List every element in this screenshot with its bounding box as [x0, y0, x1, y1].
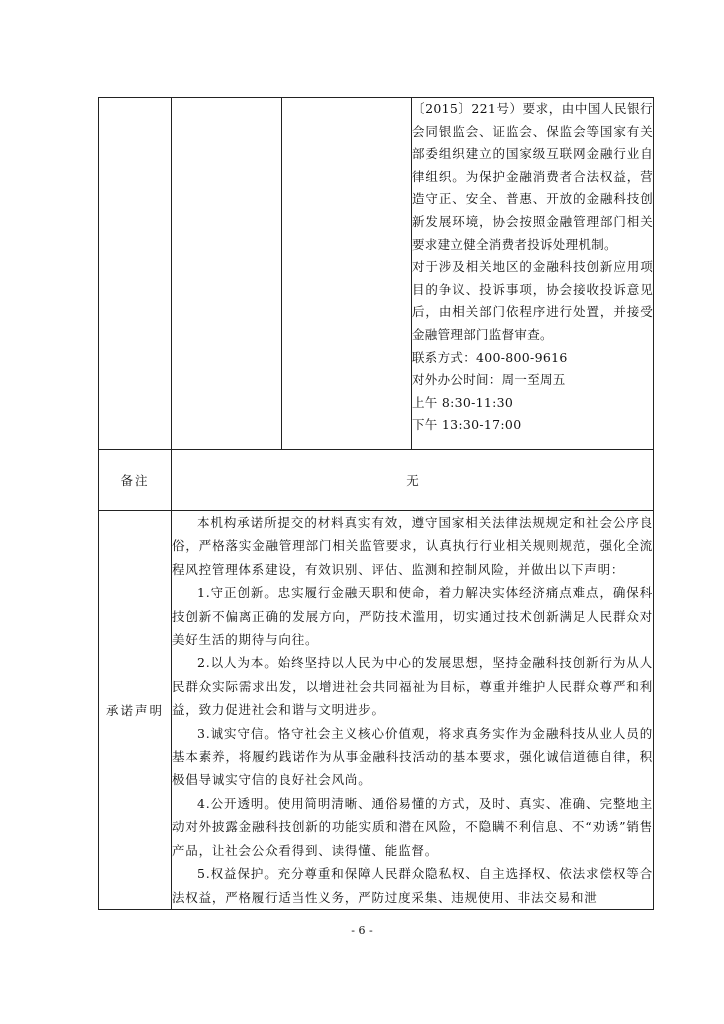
pledge-content	[172, 511, 654, 910]
remarks-row	[99, 450, 654, 511]
page-number: - 6 -	[351, 924, 373, 937]
pledge-label: 承诺声明	[99, 511, 172, 910]
complaint-paragraph: 〔2015〕221号）要求，由中国人民银行会同银监会、证监会、保监会等国家有关部委组织建立的国家级互联网金融行业自律组织。为保护金融消费者合法权益，营造守正、安全、普惠、开放的金融科技创新发展环境，协会按照金融管理部门相关要求建立健全消费者投诉处理机制。	[412, 101, 653, 252]
office-hours-morning: 上午 8:30-11:30	[412, 394, 514, 410]
pledge-row	[99, 511, 654, 910]
pledge-paragraph: 本机构承诺所提交的材料真实有效，遵守国家相关法律法规规定和社会公序良俗，严格落实金融管理部门相关监管要求，认真执行行业相关规则规范，强化全流程风控管理体系建设，有效识别、评估、监测和控制风险，并做出以下声明：	[172, 515, 653, 577]
pledge-paragraph: 1.守正创新。忠实履行金融天职和使命，着力解决实体经济痛点难点，确保科技创新不偏离正确的发展方向，严防技术滥用，切实通过技术创新满足人民群众对美好生活的期待与向往。	[172, 585, 653, 648]
contact-phone: 联系方式：400-800-9616	[412, 349, 568, 365]
office-hours: 对外办公时间：周一至周五	[412, 372, 566, 388]
office-hours-afternoon: 下午 13:30-17:00	[412, 417, 522, 433]
empty-cell-3	[282, 98, 412, 450]
empty-cell-2	[172, 98, 282, 450]
remarks-value: 无	[172, 450, 654, 511]
pledge-paragraph: 3.诚实守信。恪守社会主义核心价值观，将求真务实作为金融科技从业人员的基本素养，将履约践诺作为从事金融科技活动的基本要求，强化诚信道德自律，积极倡导诚实守信的良好社会风尚。	[172, 725, 653, 788]
pledge-paragraph: 4.公开透明。使用简明清晰、通俗易懂的方式，及时、真实、准确、完整地主动对外披露金融科技创新的功能实质和潜在风险，不隐瞒不利信息、不“劝诱”销售产品，让社会公众看得到、读得懂、能监督。	[172, 795, 653, 858]
empty-cell-1	[99, 98, 172, 450]
pledge-paragraph: 5.权益保护。充分尊重和保障人民群众隐私权、自主选择权、依法求偿权等合法权益，严格履行适当性义务，严防过度采集、违规使用、非法交易和泄	[172, 866, 653, 905]
continuation-row	[99, 98, 654, 450]
remarks-label: 备注	[99, 450, 172, 511]
complaint-info-cell	[412, 98, 654, 450]
document-table	[98, 97, 654, 910]
complaint-paragraph: 对于涉及相关地区的金融科技创新应用项目的争议、投诉事项，协会接收投诉意见后，由相关部门依程序进行处置，并接受金融管理部门监督审查。	[412, 259, 653, 342]
pledge-paragraph: 2.以人为本。始终坚持以人民为中心的发展思想，坚持金融科技创新行为从人民群众实际需求出发，以增进社会共同福祉为目标，尊重并维护人民群众尊严和利益，致力促进社会和谐与文明进步。	[172, 655, 653, 718]
